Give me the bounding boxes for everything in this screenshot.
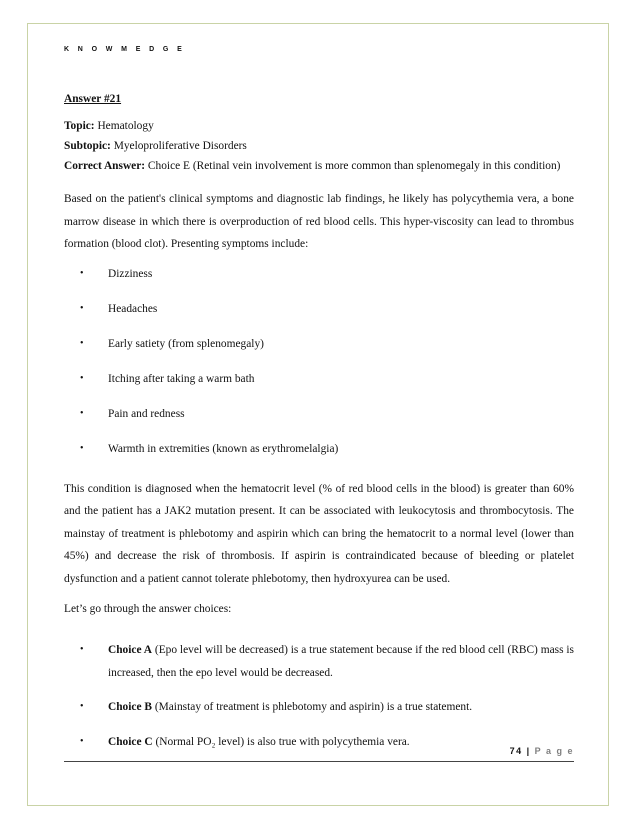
correct-answer-line — [64, 159, 574, 174]
footer-rule — [64, 761, 574, 762]
bullet-icon: • — [80, 302, 84, 314]
symptom-text: Early satiety (from splenomegaly) — [108, 337, 264, 350]
choice-label: Choice B — [108, 701, 152, 713]
list-item — [74, 731, 574, 754]
choice-label: Choice A — [108, 644, 153, 656]
topic-label: Topic: — [64, 120, 95, 132]
answer-heading: Answer #21 — [64, 93, 122, 105]
choice-label: Choice C — [108, 735, 153, 748]
symptom-text: Itching after taking a warm bath — [108, 372, 255, 385]
choice-text: (Normal PO₂ level) is also true with polycythemia vera. — [152, 735, 410, 748]
symptom-text: Warmth in extremities (known as erythromelalgia) — [108, 442, 339, 455]
brand-header: K N O W M E D G E — [64, 46, 186, 53]
symptom-list — [64, 266, 574, 476]
correct-answer-label: Correct Answer: — [64, 160, 146, 172]
correct-answer-value: Choice E (Retinal vein involvement is more common than splenomegaly in this condition) — [145, 160, 561, 172]
bullet-icon: • — [80, 442, 84, 454]
bullet-icon: • — [80, 372, 84, 384]
list-item — [74, 301, 574, 336]
topic-value: Hematology — [94, 120, 154, 132]
list-item — [74, 441, 574, 476]
list-item — [74, 266, 574, 301]
list-item — [74, 371, 574, 406]
list-item — [74, 336, 574, 371]
page-label: P a g e — [534, 746, 574, 756]
choice-text: (Mainstay of treatment is phlebotomy and aspirin) is a true statement. — [151, 701, 473, 713]
bullet-icon: • — [80, 644, 84, 655]
page-number: 74 — [509, 746, 523, 756]
document-body — [64, 92, 574, 765]
bullet-icon: • — [80, 337, 84, 349]
subtopic-line — [64, 139, 574, 154]
list-item — [74, 406, 574, 441]
list-item — [74, 639, 574, 684]
bullet-icon: • — [80, 735, 84, 747]
symptom-text: Pain and redness — [108, 407, 185, 420]
page-footer — [510, 746, 574, 756]
choice-text: (Epo level will be decreased) is a true statement because if the red blood cell (RBC) mass is increased, then the epo level would be decreased. — [108, 644, 574, 679]
choices-intro: Let’s go through the answer choices: — [64, 603, 232, 615]
topic-line — [64, 119, 574, 134]
diagnosis-paragraph: This condition is diagnosed when the hematocrit level (% of red blood cells in the blood) is greater than 60% and the patient has a JAK2 mutation present. It can be associated with leukocytosis and thrombocytosis. The mainstay of treatment is phlebotomy and aspirin which can bring the hematocrit to a normal level (lower than 45%) and decrease the risk of thrombosis. If aspirin is contraindicated because of bleeding or platelet dysfunction and a patient cannot tolerate phlebotomy, then hydroxyurea can be used. — [64, 482, 574, 585]
bullet-icon: • — [80, 267, 84, 279]
footer-separator: | — [522, 746, 535, 756]
subtopic-value: Myeloproliferative Disorders — [110, 140, 247, 152]
symptom-text: Headaches — [108, 302, 158, 315]
choices-list — [64, 639, 574, 753]
bullet-icon: • — [80, 407, 84, 419]
symptom-text: Dizziness — [108, 267, 153, 280]
bullet-icon: • — [80, 701, 84, 712]
explanation-paragraph: Based on the patient's clinical symptoms and diagnostic lab findings, he likely has polycythemia vera, a bone marrow disease in which there is overproduction of red blood cells. This hyper-viscosity can lead to thrombus formation (blood clot). Presenting symptoms include: — [64, 193, 574, 250]
subtopic-label: Subtopic: — [64, 140, 111, 152]
list-item — [74, 696, 574, 719]
